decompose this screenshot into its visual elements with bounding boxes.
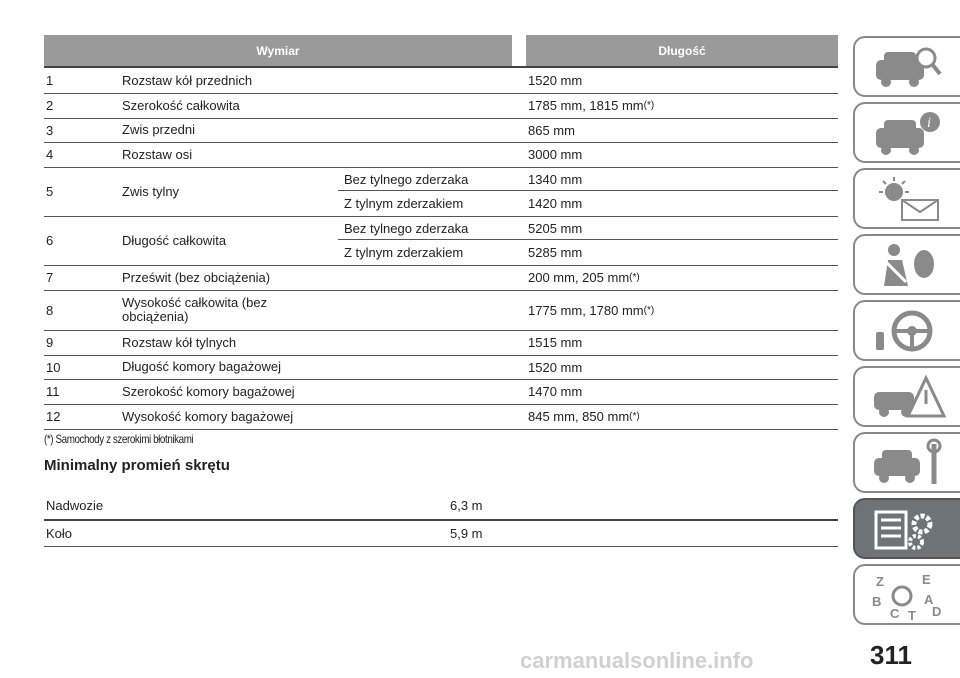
row-number: 3	[46, 122, 54, 138]
row-value	[528, 93, 828, 118]
row-number: 7	[46, 270, 54, 285]
table-row	[44, 118, 838, 143]
row-value-text: 200 mm, 205 mm	[528, 270, 630, 285]
turning-top-divider	[44, 490, 838, 492]
row-number: 2	[46, 98, 54, 113]
steering-wheel-icon	[868, 306, 948, 356]
row-number: 1	[46, 73, 54, 88]
row-value-text: 865 mm	[528, 122, 575, 138]
row-number: 12	[46, 409, 61, 424]
table-row	[44, 93, 838, 119]
turning-label: Koło	[46, 526, 73, 541]
watermark: carmanualsonline.info	[520, 648, 754, 673]
row-number: 11	[46, 384, 60, 399]
svg-text:i: i	[926, 115, 931, 131]
row-dimension-name: Rozstaw kół tylnych	[122, 334, 237, 350]
table-row	[44, 142, 838, 168]
row-value	[528, 355, 828, 379]
row-number: 8	[46, 302, 54, 318]
page-number: 311	[870, 640, 912, 670]
svg-text:Z: Z	[875, 573, 884, 589]
table-row	[44, 379, 838, 405]
tab-car-wrench[interactable]	[853, 432, 960, 493]
tab-warning-lights[interactable]	[853, 168, 960, 229]
table-row	[44, 167, 838, 217]
row-number: 10	[46, 359, 61, 375]
row-value	[528, 265, 828, 290]
warning-lights-icon	[868, 174, 948, 224]
row-dimension-name: Prześwit (bez obciążenia)	[122, 269, 271, 285]
car-warning-triangle-icon	[868, 372, 948, 422]
header-length	[526, 35, 838, 66]
row-value-text: 1515 mm	[528, 335, 583, 350]
row-value-text: 1470 mm	[528, 384, 583, 399]
tab-steering-wheel[interactable]	[853, 300, 960, 361]
turning-divider	[44, 519, 838, 521]
svg-text:E: E	[921, 571, 931, 587]
row-number: 5	[46, 184, 54, 199]
svg-text:C: C	[889, 605, 899, 620]
table-row	[44, 330, 838, 356]
row-dimension-name: Szerokość całkowita	[122, 97, 240, 113]
row-value-text: 1775 mm, 1780 mm	[528, 302, 644, 318]
svg-text:A: A	[923, 591, 933, 607]
row-condition: Z tylnym zderzakiem	[344, 245, 464, 260]
row-dimension-name: Długość całkowita	[122, 232, 227, 248]
table-row	[44, 216, 838, 266]
row-condition: Z tylnym zderzakiem	[344, 196, 464, 211]
row-value	[528, 404, 828, 429]
header-dimension-label: Wymiar	[256, 43, 300, 58]
row-dimension-name: Rozstaw kół przednich	[122, 72, 253, 88]
sub-row-divider	[338, 190, 838, 191]
car-info-icon	[868, 108, 948, 158]
row-dimension-name: Wysokość komory bagażowej	[122, 408, 294, 424]
row-dimension-name: Zwis przedni	[122, 122, 195, 137]
svg-text:T: T	[907, 607, 916, 620]
header-dimension	[44, 35, 512, 66]
row-dimension-name: Szerokość komory bagażowej	[122, 383, 295, 399]
turning-radius-title: Minimalny promień skrętu	[44, 457, 230, 474]
row-value: 1420 mm	[528, 196, 583, 211]
alphabet-index-icon	[868, 570, 948, 620]
turning-value: 6,3 m	[450, 498, 483, 513]
row-footnote-mark: (*)	[629, 411, 640, 422]
row-value-text: 3000 mm	[528, 147, 583, 162]
table-row	[44, 290, 838, 331]
tab-car-info[interactable]	[853, 102, 960, 163]
row-value-text: 1520 mm	[528, 359, 583, 375]
svg-text:B: B	[871, 593, 881, 609]
row-condition: Bez tylnego zderzaka	[344, 171, 469, 187]
row-value-text: 845 mm, 850 mm	[528, 409, 630, 424]
row-value	[528, 68, 828, 93]
footnote: (*) Samochody z szerokimi błotnikami	[44, 432, 194, 446]
header-length-label: Długość	[658, 43, 706, 58]
table-row	[44, 404, 838, 430]
table-row	[44, 68, 838, 94]
row-value	[528, 290, 828, 330]
row-number: 4	[46, 147, 54, 162]
row-value: 5285 mm	[528, 245, 583, 260]
row-value: 5205 mm	[528, 220, 583, 236]
row-value	[528, 379, 828, 404]
svg-text:D: D	[931, 603, 941, 619]
row-value-text: 1785 mm, 1815 mm	[528, 98, 644, 113]
row-dimension-name: Zwis tylny	[122, 183, 180, 199]
row-condition: Bez tylnego zderzaka	[344, 220, 469, 236]
tab-alphabet-index[interactable]	[853, 564, 960, 625]
tab-car-search[interactable]	[853, 36, 960, 97]
row-dimension-name: Wysokość całkowita (bez obciążenia)	[122, 295, 268, 324]
row-value: 1340 mm	[528, 171, 583, 187]
row-footnote-mark: (*)	[643, 100, 655, 111]
row-value	[528, 118, 828, 142]
specs-gear-icon	[868, 504, 948, 554]
airbag-seatbelt-icon	[868, 240, 948, 290]
row-number: 6	[46, 233, 54, 248]
car-wrench-icon	[868, 438, 948, 488]
turning-label: Nadwozie	[46, 498, 104, 513]
table-row	[44, 265, 838, 291]
tab-car-warning[interactable]	[853, 366, 960, 427]
row-dimension-name: Rozstaw osi	[122, 146, 193, 162]
car-search-icon	[868, 42, 948, 92]
tab-airbag-seatbelt[interactable]	[853, 234, 960, 295]
table-row	[44, 355, 838, 380]
row-footnote-mark: (*)	[629, 272, 640, 283]
row-dimension-name: Długość komory bagażowej	[122, 359, 281, 374]
tab-specs[interactable]	[853, 498, 960, 559]
row-value	[528, 330, 828, 355]
row-number: 9	[46, 335, 54, 350]
row-value	[528, 142, 828, 167]
turning-value: 5,9 m	[450, 526, 483, 541]
row-footnote-mark: (*)	[643, 304, 655, 316]
turning-bottom-divider	[44, 546, 838, 547]
row-value-text: 1520 mm	[528, 73, 583, 88]
sub-row-divider	[338, 239, 838, 240]
